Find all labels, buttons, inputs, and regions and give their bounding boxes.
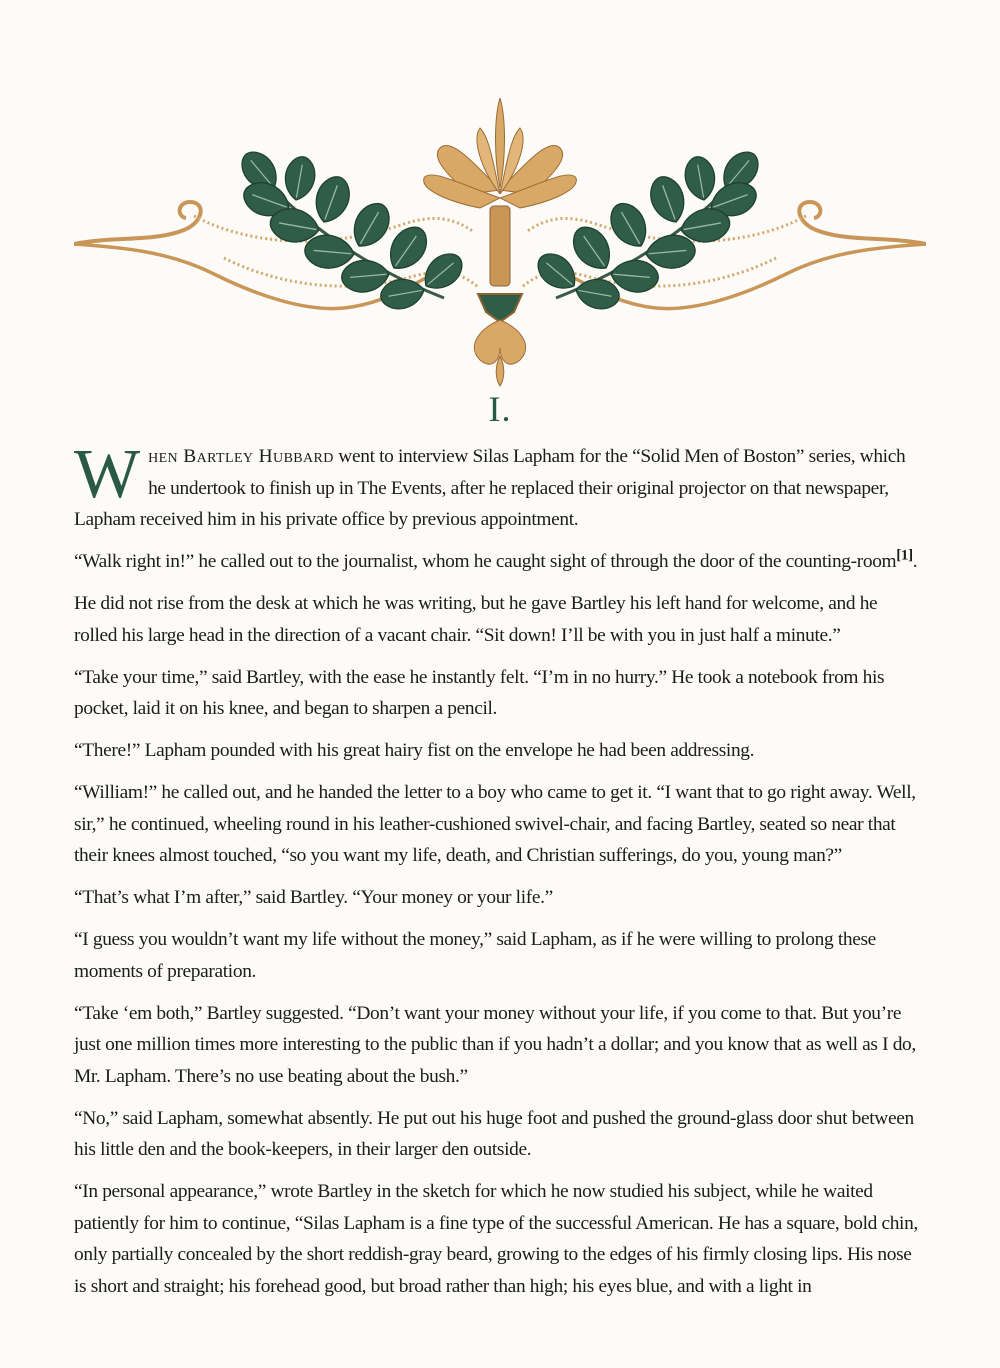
- paragraph: “That’s what I’m after,” said Bartley. “Your money or your life.”: [74, 887, 553, 908]
- chapter-text: [74, 436, 924, 1313]
- paragraph: “Take ‘em both,” Bartley suggested. “Don’t want your money without your life, if you come to that. But you’re just one million times more interesting to the public than if you hadn’t a dollar; and you know that as well as I do, Mr. Lapham. There’s no use beating about the bush.”: [74, 1002, 916, 1087]
- paragraph: [74, 436, 924, 536]
- paragraph: “Take your time,” said Bartley, with the ease he instantly felt. “I’m in no hurry.” He took a notebook from his pocket, laid it on his knee, and began to sharpen a pencil.: [74, 666, 885, 719]
- paragraph-text: “Walk right in!” he called out to the journalist, whom he caught sight of through the door of the counting-room: [74, 551, 897, 572]
- paragraph: “William!” he called out, and he handed the letter to a boy who came to get it. “I want that to go right away. Well, sir,” he continued, wheeling round in his leather-cushioned swivel-chair, and facing Bartley, seated so near that their knees almost touched, “so you want my life, death, and Christian sufferings, do you, young man?”: [74, 782, 916, 866]
- lead-small-caps: hen Bartley Hubbard: [148, 446, 334, 467]
- paragraph: “In personal appearance,” wrote Bartley in the sketch for which he now studied his subject, while he waited patiently for him to continue, “Silas Lapham is a fine type of the successful American. He has a square, bold chin, only partially concealed by the short reddish-gray beard, growing to the edges of his firmly closing lips. His nose is short and straight; his forehead good, but broad rather than high; his eyes blue, and with a light in: [74, 1181, 918, 1297]
- paragraph: “I guess you wouldn’t want my life without the money,” said Lapham, as if he were willing to prolong these moments of preparation.: [74, 929, 876, 982]
- chapter-number: I.: [488, 389, 512, 429]
- laurel-scroll-ornament-icon: [74, 98, 926, 388]
- paragraph-end: .: [912, 551, 918, 572]
- paragraph: “There!” Lapham pounded with his great hairy fist on the envelope he had been addressing.: [74, 740, 755, 761]
- drop-cap: W: [74, 436, 141, 513]
- paragraph: [74, 546, 924, 578]
- paragraph: “No,” said Lapham, somewhat absently. He put out his huge foot and pushed the ground-glass door shut between his little den and the book-keepers, in their larger den outside.: [74, 1107, 914, 1160]
- footnote-link[interactable]: [1]: [896, 547, 913, 564]
- paragraph: He did not rise from the desk at which he was writing, but he gave Bartley his left hand for welcome, and he rolled his large head in the direction of a vacant chair. “Sit down! I’ll be with you in just half a minute.”: [74, 593, 878, 646]
- paragraph-text: went to interview Silas Lapham for the “Solid Men of Boston” series, which he undertook to finish up in The Events, after he replaced their original projector on that newspaper, Lapham received him in his private office by previous appointment.: [74, 446, 906, 530]
